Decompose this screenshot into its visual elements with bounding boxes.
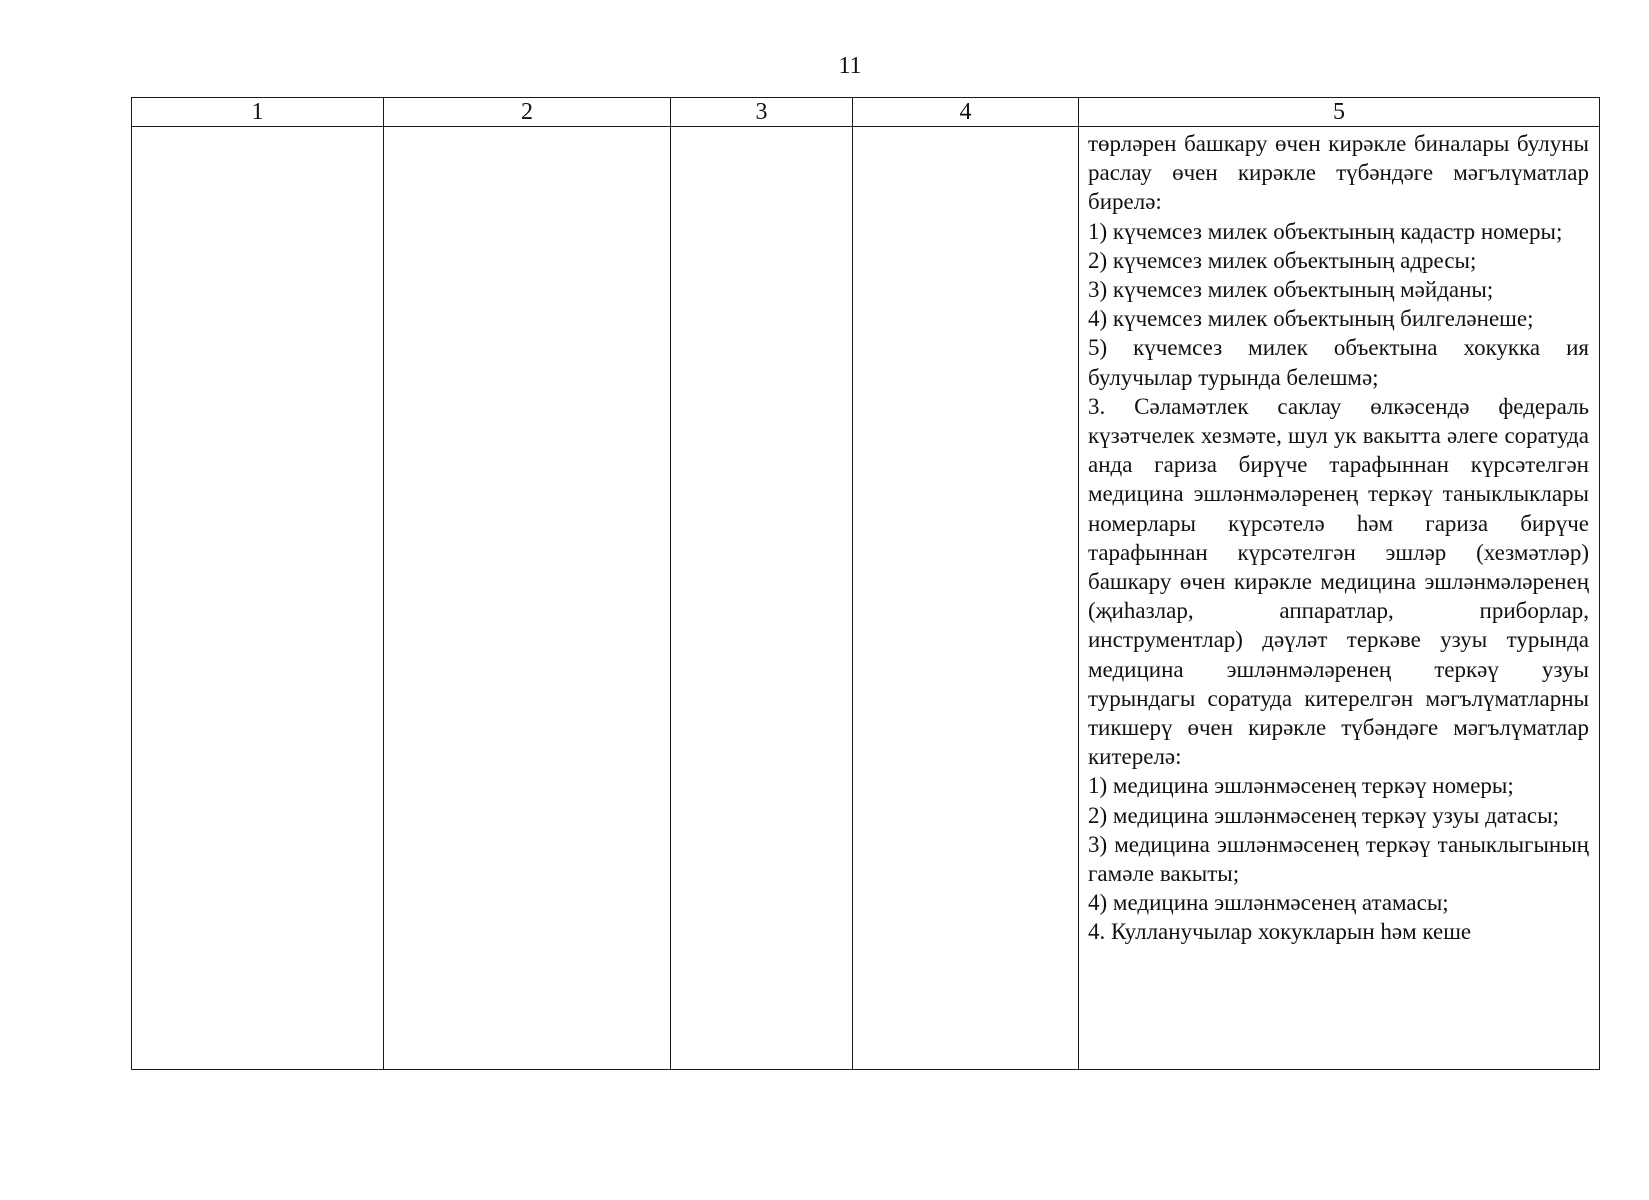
list-item: 4) күчемсез милек объектының билгеләнеше; <box>1088 306 1534 332</box>
header-col-5: 5 <box>1079 98 1600 127</box>
list-item: 5) күчемсез милек объектына хокукка ия булучылар турында белешмә; <box>1088 335 1589 390</box>
page-number: 11 <box>838 53 862 79</box>
cell-col-1 <box>132 127 384 1070</box>
header-col-4: 4 <box>853 98 1079 127</box>
table-row <box>132 127 1600 1070</box>
document-table <box>131 97 1600 1070</box>
cell-col-5-text <box>1088 129 1589 1067</box>
list-item: 1) күчемсез милек объектының кадастр номеры; <box>1088 218 1563 244</box>
list-item: 4) медицина эшләнмәсенең атамасы; <box>1088 890 1449 916</box>
header-col-2: 2 <box>384 98 671 127</box>
cell-col-5 <box>1079 127 1600 1070</box>
paragraph: төрләрен башкару өчен кирәкле биналары булуны раслау өчен кирәкле түбәндәге мәгълүматлар бирелә: <box>1088 131 1589 215</box>
list-item: 3) медицина эшләнмәсенең теркәү таныклыгының гамәле вакыты; <box>1088 831 1589 887</box>
cell-col-3 <box>671 127 853 1070</box>
list-item: 1) медицина эшләнмәсенең теркәү номеры; <box>1088 773 1514 799</box>
list-item: 3) күчемсез милек объектының мәйданы; <box>1088 277 1494 303</box>
cell-col-2 <box>384 127 671 1070</box>
paragraph: 4. Кулланучылар хокукларын һәм кеше <box>1088 919 1472 945</box>
cell-col-4 <box>853 127 1079 1070</box>
header-col-1: 1 <box>132 98 384 127</box>
list-item: 2) күчемсез милек объектының адресы; <box>1088 247 1477 273</box>
paragraph: 3. Сәламәтлек саклау өлкәсендә федераль күзәтчелек хезмәте, шул ук вакытта әлеге соратуда анда гариза бирүче тарафыннан күрсәтелгән медицина эшләнмәләренең теркәү таныклыклары номерлары күрсәтелә һәм гариза бирүче тарафыннан күрсәтелгән эшләр (хезмәтләр) башкару өчен кирәкле медицина эшләнмәләренең (җиһазлар, аппаратлар, приборлар, инструментлар) дәүләт теркәве узуы турында медицина эшләнмәләренең теркәү узуы турындагы соратуда китерелгән мәгълүматларны тикшерү өчен кирәкле түбәндәге мәгълүматлар китерелә: <box>1088 393 1589 770</box>
list-item: 2) медицина эшләнмәсенең теркәү узуы датасы; <box>1088 802 1559 828</box>
header-row <box>132 98 1600 127</box>
header-col-3: 3 <box>671 98 853 127</box>
